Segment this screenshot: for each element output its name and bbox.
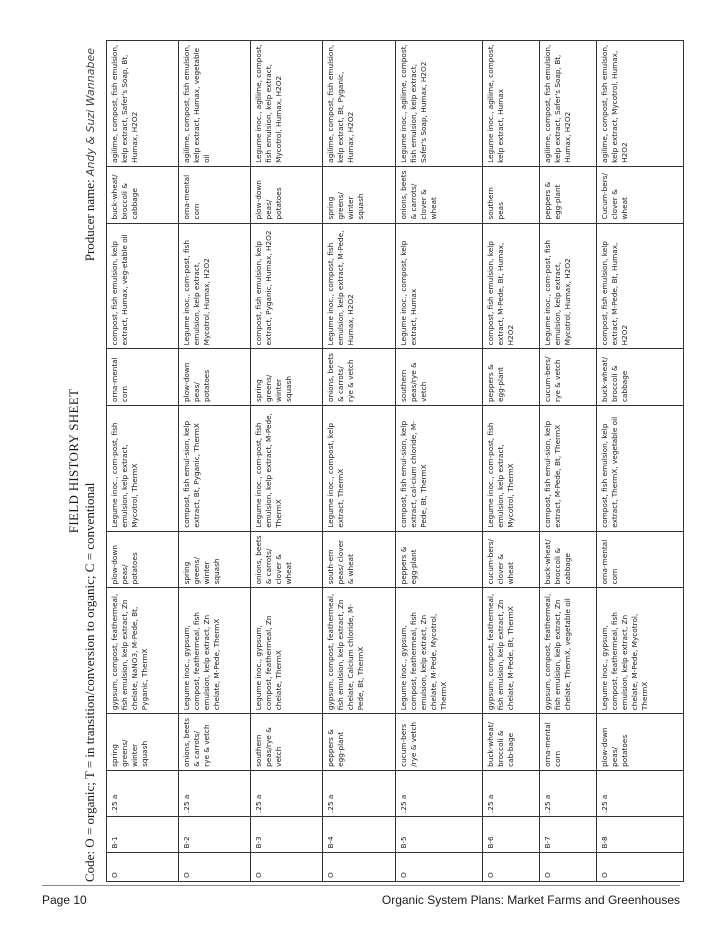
cell-input1: gypsum, compost, feathermeal, fish emulsion, kelp extract, Zn chelate, ThermX, vegetable oil [539, 588, 596, 714]
cell-crop2: plow-down peas/ potatoes [107, 531, 179, 588]
cell-input1: Legume inoc., gypsum, compost, feathermeal, fish emulsion, kelp extract, Zn chelate, M-Pede, ThermX [179, 588, 251, 714]
producer-name: Andy & Suzi Wannabee [84, 48, 97, 177]
cell-field: B-4 [323, 817, 395, 853]
cell-field: B-7 [539, 817, 596, 853]
cell-crop1: cucum-bers /rye & vetch [395, 714, 482, 771]
cell-acres: .25 a [539, 770, 596, 816]
producer-line [82, 48, 98, 261]
cell-code: O [323, 852, 395, 881]
cell-input4: agilime, compost, fish emulsion, kelp extract, Safer's Soap, Bt, Humax, H2O2 [539, 41, 596, 167]
cell-input1: Legume inoc., gypsum, compost, feathermeal, fish emulsion, kelp extract, Zn chelate, M-Pede, Mycotrol, ThermX [596, 588, 684, 714]
cell-input3: compost, fish emulsion, kelp extract, M-Pede, Bt, Humax, H2O2 [482, 223, 539, 349]
page-number: Page 10 [42, 893, 87, 907]
rotated-sheet [66, 40, 688, 882]
cell-crop3: onions, beets & carrots/ rye & vetch [323, 349, 395, 406]
cell-input2: Legume inoc., compost, kelp extract, ThermX [323, 405, 395, 531]
cell-input3: compost, fish emulsion, kelp extract, Pyganic, Humax, H2O2 [251, 223, 323, 349]
cell-code: O [596, 852, 684, 881]
cell-crop1: plow-down peas/ potatoes [596, 714, 684, 771]
cell-crop4: buck-wheat/ broccoli & cabbage [107, 166, 179, 223]
cell-input1: gypsum, compost, feathermeal, fish emulsion, kelp extract, Zn chelate, Calcium chloride, M-Pede, Bt, ThermX [323, 588, 395, 714]
cell-input1: Legume inoc., gypsum, compost, feathermeal, Zn chelate, ThermX [251, 588, 323, 714]
producer-label: Producer name: [82, 179, 97, 262]
cell-field: B-2 [179, 817, 251, 853]
cell-crop4: orna-mental corn [179, 166, 251, 223]
cell-crop1: spring greens/ winter squash [107, 714, 179, 771]
table-row [482, 41, 539, 882]
table-row [323, 41, 395, 882]
cell-crop4: onions, beets & carrots/ clover & wheat [395, 166, 482, 223]
cell-input3: Legume inoc., com-post, fish emulsion, kelp extract, Mycotrol, Humax, H2O2 [539, 223, 596, 349]
cell-field: B-5 [395, 817, 482, 853]
cell-crop2: south-ern peas/ clover & wheat [323, 531, 395, 588]
code-legend: Code: O = organic; T = in transition/conversion to organic; C = conventional [82, 482, 97, 882]
cell-field: B-8 [596, 817, 684, 853]
cell-input2: compost, fish emul-sion, kelp extract, Bt, Pyganic, ThermX [179, 405, 251, 531]
cell-acres: .25 a [107, 770, 179, 816]
sheet-title: FIELD HISTORY SHEET [66, 388, 81, 534]
cell-input2: Legume inoc., com-post, fish emulsion, kelp extract, Mycotrol, ThermX [107, 405, 179, 531]
table-row [539, 41, 596, 882]
cell-input3: compost, fish emulsion, kelp extract, M-Pede, Bt, Humax, H2O2 [596, 223, 684, 349]
cell-crop4: Cucum-bers/ clover & wheat [596, 166, 684, 223]
cell-crop2: peppers & egg-plant [395, 531, 482, 588]
cell-code: O [539, 852, 596, 881]
cell-input2: Legume inoc., com-post, fish emulsion, kelp extract, Mycotrol, ThermX [482, 405, 539, 531]
cell-crop3: buck-wheat/ broccoli & cabbage [596, 349, 684, 406]
cell-code: O [179, 852, 251, 881]
cell-acres: .25 a [596, 770, 684, 816]
cell-code: O [395, 852, 482, 881]
cell-input4: agilime, compost, fish emulsion, kelp extract, Humax, vegetable oil [179, 41, 251, 167]
cell-field: B-1 [107, 817, 179, 853]
table-row [179, 41, 251, 882]
cell-acres: .25 a [251, 770, 323, 816]
cell-input4: agilime, compost, fish emulsion, kelp extract, Safer's Soap, Bt, Humax, H2O2 [107, 41, 179, 167]
cell-input2: compost, fish emulsion, kelp extract, ThermX, vegetable oil [596, 405, 684, 531]
cell-crop2: orna-mental corn [596, 531, 684, 588]
table-row [107, 41, 179, 882]
cell-code: O [482, 852, 539, 881]
cell-crop1: orna-mental corn [539, 714, 596, 771]
cell-crop4: southern peas [482, 166, 539, 223]
cell-input3: compost, fish emulsion, kelp extract, Humax, veg-etable oil [107, 223, 179, 349]
cell-code: O [251, 852, 323, 881]
cell-crop1: peppers & egg-plant [323, 714, 395, 771]
publication-title: Organic System Plans: Market Farms and Greenhouses [381, 893, 680, 907]
cell-input4: Legume inoc., agilime, compost, fish emulsion, kelp extract, Safer's Soap, Humax, H2O2 [395, 41, 482, 167]
cell-acres: .25 a [395, 770, 482, 816]
cell-acres: .25 a [482, 770, 539, 816]
footer-rule [42, 885, 680, 886]
table-body [107, 41, 684, 882]
table-row [251, 41, 323, 882]
cell-code: O [107, 852, 179, 881]
cell-acres: .25 a [179, 770, 251, 816]
cell-crop3: peppers & egg-plant [482, 349, 539, 406]
table-row [596, 41, 684, 882]
cell-input3: Legume inoc., compost, kelp extract, Humax [395, 223, 482, 349]
cell-input3: Legume inoc., com-post, fish emulsion, kelp extract, Mycotrol, Humax, H2O2 [179, 223, 251, 349]
cell-crop3: cucum-bers/ rye & vetch [539, 349, 596, 406]
cell-crop4: plow-down peas/ potatoes [251, 166, 323, 223]
cell-crop3: southern peas/rye & vetch [395, 349, 482, 406]
cell-crop1: buck-wheat/ broccoli & cab-bage [482, 714, 539, 771]
cell-crop3: orna-mental corn [107, 349, 179, 406]
cell-acres: .25 a [323, 770, 395, 816]
cell-input4: Legume inoc., agilime, compost, kelp extract, Humax [482, 41, 539, 167]
cell-crop3: plow-down peas/ potatoes [179, 349, 251, 406]
cell-input3: Legume inoc., compost, fish emulsion, kelp extract, M-Pede, Humax, H2O2 [323, 223, 395, 349]
cell-crop2: buck-wheat/ broccoli & cabbage [539, 531, 596, 588]
cell-crop4: spring greens/ winter squash [323, 166, 395, 223]
cell-field: B-3 [251, 817, 323, 853]
cell-input4: agilime, compost, fish emulsion, kelp extract, Mycotrol, Humax, H2O2 [596, 41, 684, 167]
cell-field: B-6 [482, 817, 539, 853]
cell-input4: Legume inoc., agilime, compost, fish emulsion, kelp extract, Mycotrol, Humax, H2O2 [251, 41, 323, 167]
cell-input1: gypsum, compost, feathermeal, fish emulsion, kelp extract, Zn chelate, NaNO3, M-Pede, Bt, Pyganic, ThermX [107, 588, 179, 714]
cell-input4: agilime, compost, fish emulsion, kelp extract, Bt, Pyganic, Humax, H2O2 [323, 41, 395, 167]
cell-crop2: cucum-bers/ clover & wheat [482, 531, 539, 588]
cell-crop1: southern peas/rye & vetch [251, 714, 323, 771]
table-row [395, 41, 482, 882]
field-history-table [106, 40, 684, 882]
cell-input1: Legume inoc., gypsum, compost, feathermeal, fish emulsion, kelp extract, Zn chelate, M-Pede, Mycotrol, ThermX [395, 588, 482, 714]
cell-crop1: onions, beets & carrots/ rye & vetch [179, 714, 251, 771]
cell-crop2: onions, beets & carrots/ clover & wheat [251, 531, 323, 588]
cell-input2: compost, fish emul-sion, kelp extract, M-Pede, Bt, ThermX [539, 405, 596, 531]
cell-input2: compost, fish emul-sion, kelp extract, cal-cium chloride, M-Pede, Bt, ThermX [395, 405, 482, 531]
cell-crop2: spring greens/ winter squash [179, 531, 251, 588]
cell-input1: gypsum, compost, feathermeal, fish emulsion, kelp extract, Zn chelate, M-Pede, Bt, ThermX [482, 588, 539, 714]
cell-crop3: spring greens/ winter squash [251, 349, 323, 406]
cell-input2: Legume inoc., com-post, fish emulsion, kelp extract, M-Pede, ThermX [251, 405, 323, 531]
cell-crop4: peppers & egg-plant [539, 166, 596, 223]
